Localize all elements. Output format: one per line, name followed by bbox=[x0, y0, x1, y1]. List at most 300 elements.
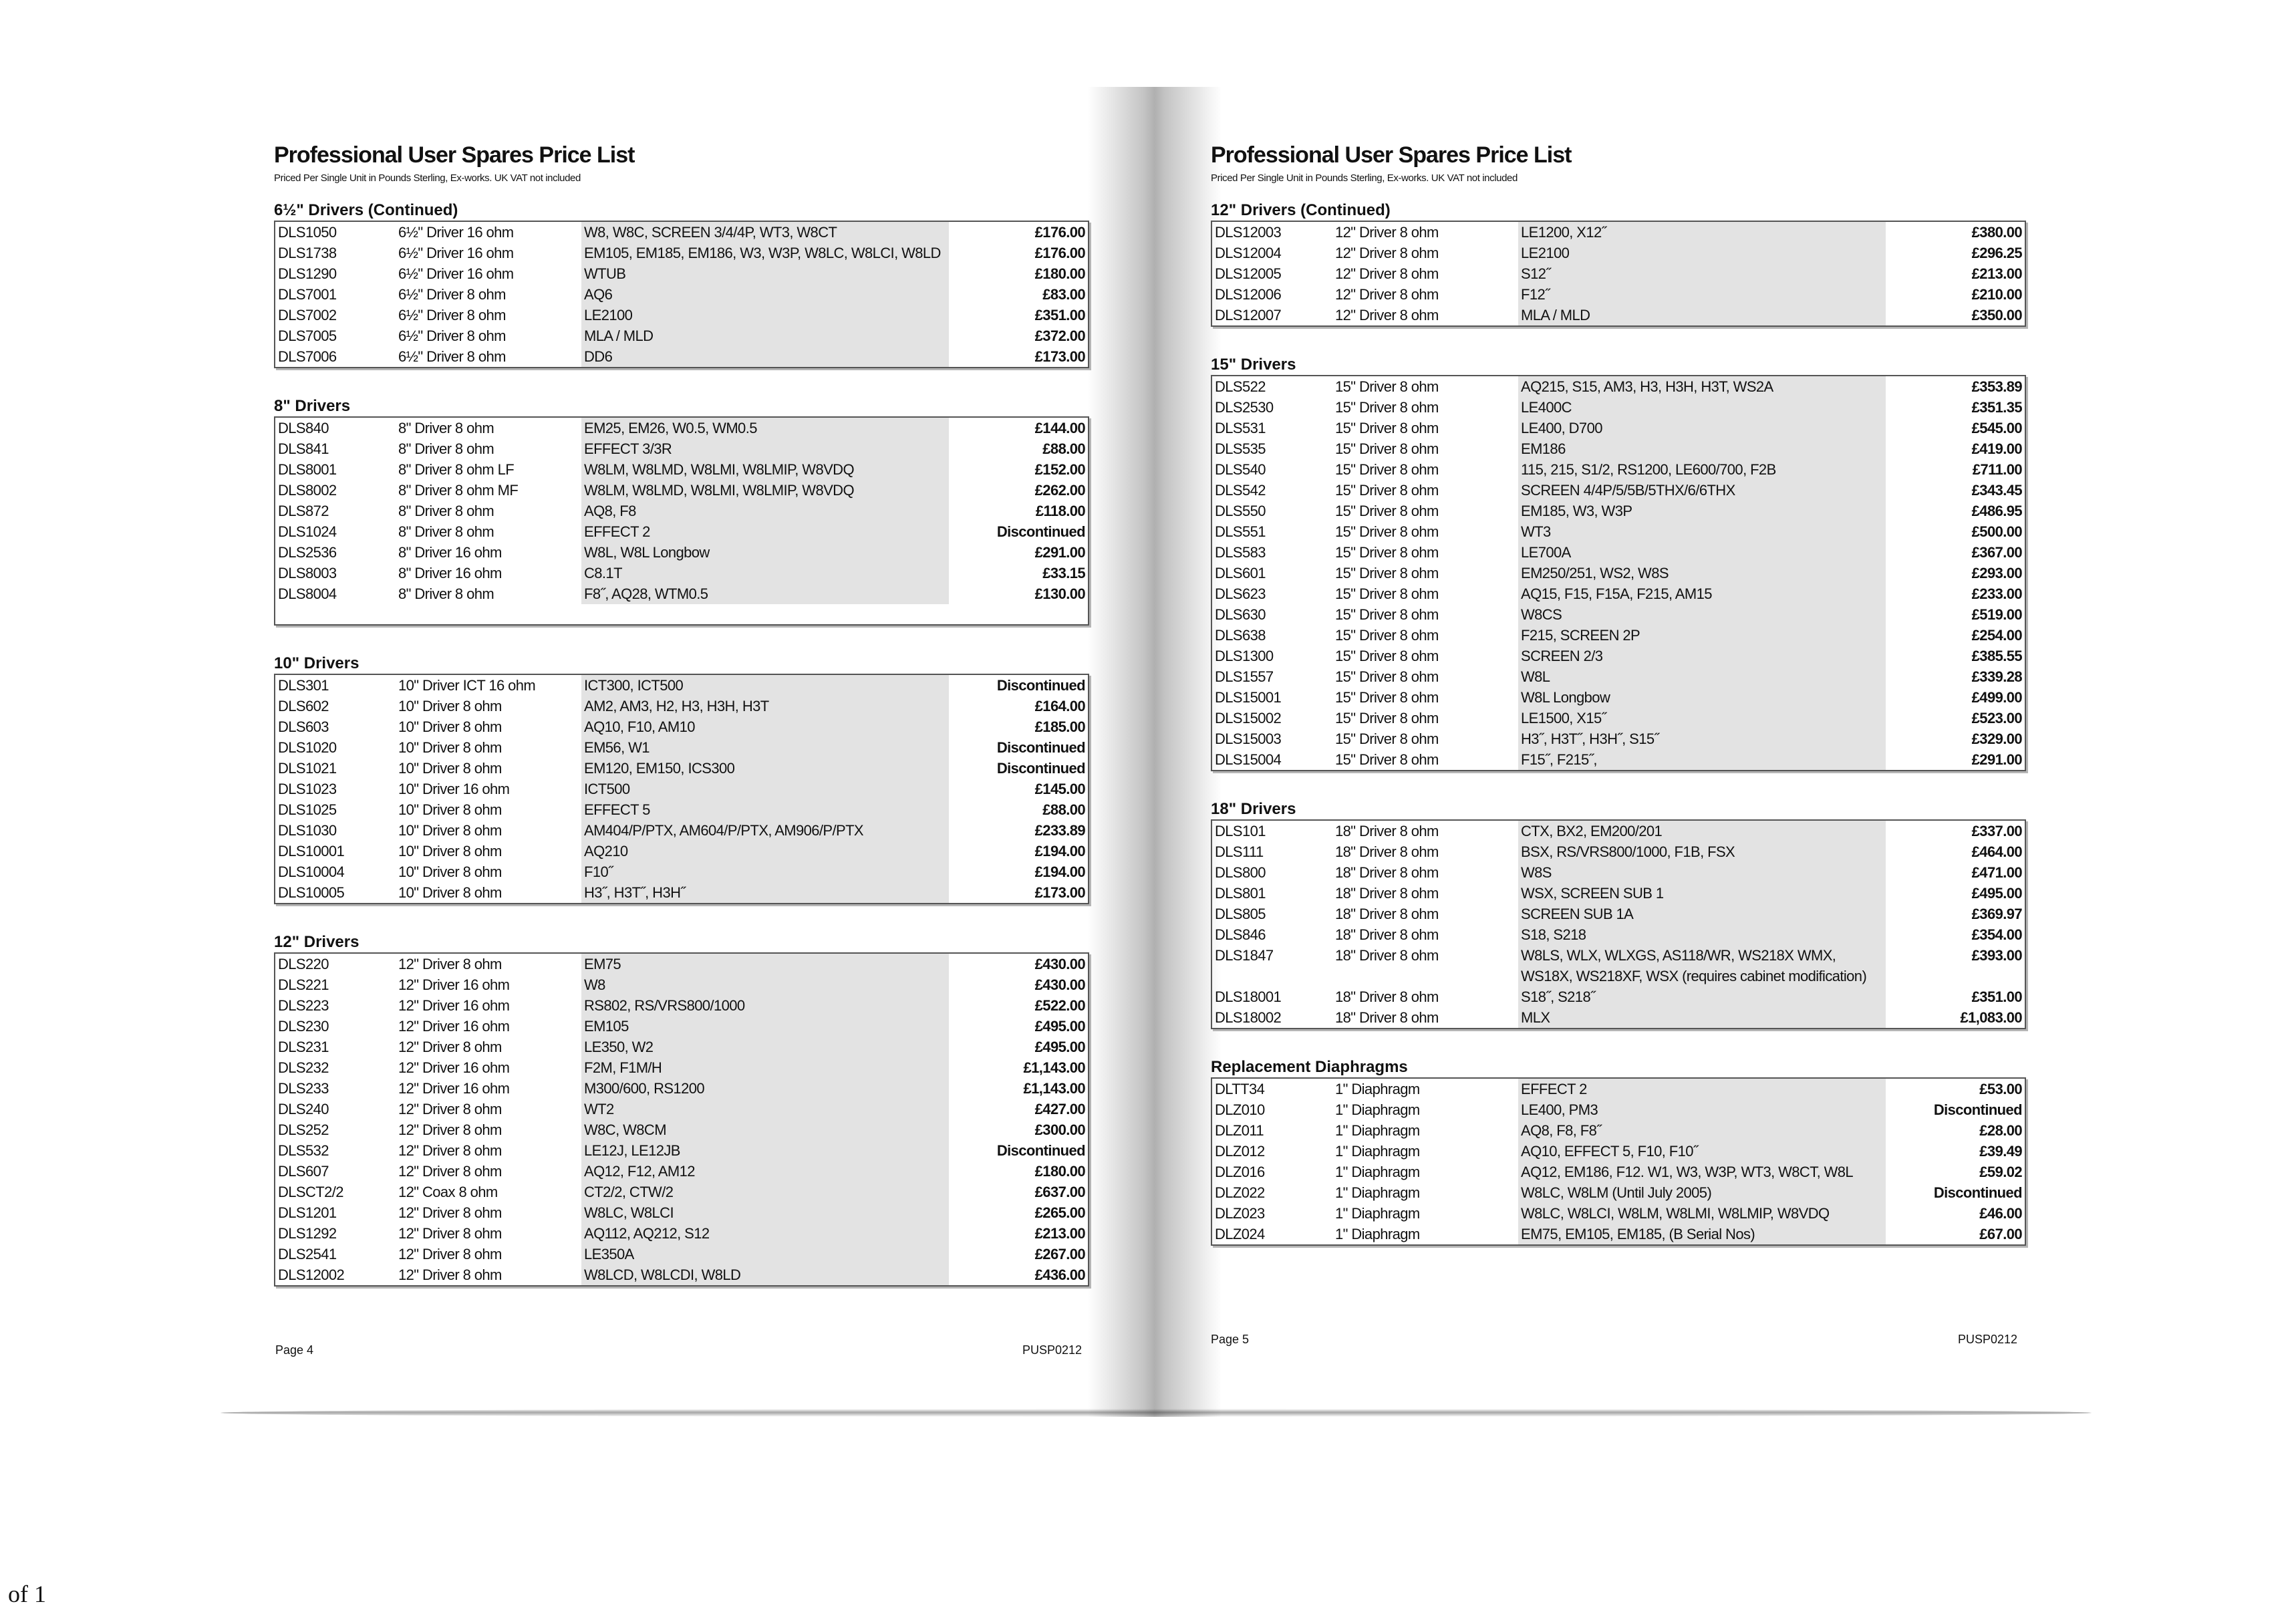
compatible-models: EM56, W1 bbox=[581, 737, 949, 758]
compatible-models: LE12J, LE12JB bbox=[581, 1140, 949, 1161]
table-row bbox=[275, 243, 1089, 263]
table-row bbox=[275, 1119, 1089, 1140]
compatible-models: AQ12, F12, AM12 bbox=[581, 1161, 949, 1182]
price: £637.00 bbox=[1034, 1184, 1085, 1200]
price-table bbox=[274, 674, 1089, 904]
part-code: DLS8003 bbox=[278, 565, 337, 581]
driver-description: 1" Diaphragm bbox=[1335, 1205, 1420, 1222]
price: £500.00 bbox=[1971, 523, 2022, 540]
table-row bbox=[1211, 480, 2025, 501]
driver-description: 6½" Driver 16 ohm bbox=[398, 265, 514, 282]
price: £28.00 bbox=[1979, 1122, 2022, 1139]
compatible-models: ICT300, ICT500 bbox=[581, 674, 949, 696]
price: Discontinued bbox=[996, 760, 1085, 777]
driver-description: 8" Driver 8 ohm bbox=[398, 585, 494, 602]
part-code: DLS111 bbox=[1215, 843, 1264, 860]
part-code: DLS841 bbox=[278, 440, 329, 457]
table-row bbox=[1211, 521, 2025, 542]
part-code: DLZ010 bbox=[1215, 1101, 1265, 1118]
compatible-models: H3˝, H3T˝, H3H˝, S15˝ bbox=[1518, 728, 1886, 749]
compatible-models: CT2/2, CTW/2 bbox=[581, 1182, 949, 1202]
page-subtitle: Priced Per Single Unit in Pounds Sterling, Ex-works. UK VAT not included bbox=[274, 172, 581, 184]
part-code: DLS1292 bbox=[278, 1225, 337, 1242]
table-row bbox=[1211, 1099, 2025, 1120]
part-code: DLS532 bbox=[278, 1142, 329, 1159]
part-code: DLS230 bbox=[278, 1018, 329, 1035]
table-row bbox=[1211, 438, 2025, 459]
driver-description: 1" Diaphragm bbox=[1335, 1081, 1420, 1097]
table-row bbox=[275, 521, 1089, 542]
driver-description: 15" Driver 8 ohm bbox=[1335, 606, 1439, 623]
compatible-models: AM2, AM3, H2, H3, H3H, H3T bbox=[581, 696, 949, 716]
price: £291.00 bbox=[1034, 544, 1085, 561]
table-row bbox=[275, 953, 1089, 974]
compatible-models: W8LS, WLX, WLXGS, AS118/WR, WS218X WMX, WS18X, WS218XF, WSX (requires cabinet modification) bbox=[1518, 945, 1886, 986]
driver-description: 12" Driver 8 ohm bbox=[1335, 245, 1439, 261]
price: Discontinued bbox=[996, 739, 1085, 756]
driver-description: 15" Driver 8 ohm bbox=[1335, 440, 1439, 457]
driver-description: 10" Driver 8 ohm bbox=[398, 698, 502, 714]
compatible-models: W8L bbox=[1518, 666, 1886, 687]
part-code: DLS221 bbox=[278, 976, 329, 993]
compatible-models: W8C, W8CM bbox=[581, 1119, 949, 1140]
table-row bbox=[275, 882, 1089, 904]
price: £254.00 bbox=[1971, 627, 2022, 644]
compatible-models: S18˝, S218˝ bbox=[1518, 986, 1886, 1007]
price: £523.00 bbox=[1971, 710, 2022, 726]
part-code: DLS2530 bbox=[1215, 399, 1274, 416]
table-row bbox=[275, 284, 1089, 305]
driver-description: 12" Driver 8 ohm bbox=[398, 1039, 502, 1055]
part-code: DLS10005 bbox=[278, 884, 345, 901]
price: £88.00 bbox=[1042, 440, 1085, 457]
price-section bbox=[1211, 200, 2026, 327]
driver-description: 18" Driver 8 ohm bbox=[1335, 864, 1439, 881]
part-code: DLS602 bbox=[278, 698, 329, 714]
part-code: DLS872 bbox=[278, 503, 329, 519]
compatible-models: SCREEN 2/3 bbox=[1518, 646, 1886, 666]
price: £519.00 bbox=[1971, 606, 2022, 623]
price: £293.00 bbox=[1971, 565, 2022, 581]
driver-description: 15" Driver 8 ohm bbox=[1335, 585, 1439, 602]
compatible-models: AQ112, AQ212, S12 bbox=[581, 1223, 949, 1244]
part-code: DLS535 bbox=[1215, 440, 1266, 457]
part-code: DLZ016 bbox=[1215, 1164, 1265, 1180]
compatible-models: AQ10, EFFECT 5, F10, F10˝ bbox=[1518, 1141, 1886, 1162]
part-code: DLS623 bbox=[1215, 585, 1266, 602]
driver-description: 10" Driver 8 ohm bbox=[398, 843, 502, 859]
price: £233.89 bbox=[1034, 822, 1085, 839]
driver-description: 18" Driver 8 ohm bbox=[1335, 823, 1439, 839]
section-title: 15" Drivers bbox=[1211, 356, 1296, 374]
driver-description: 8" Driver 8 ohm bbox=[398, 523, 494, 540]
part-code: DLS7001 bbox=[278, 286, 337, 303]
section-title: 10" Drivers bbox=[274, 654, 360, 672]
part-code: DLS1050 bbox=[278, 224, 337, 241]
price: £194.00 bbox=[1034, 843, 1085, 859]
table-row bbox=[275, 799, 1089, 820]
driver-description: 12" Driver 8 ohm bbox=[1335, 224, 1439, 241]
part-code: DLS231 bbox=[278, 1039, 329, 1055]
part-code: DLS1024 bbox=[278, 523, 337, 540]
driver-description: 10" Driver 16 ohm bbox=[398, 781, 510, 797]
part-code: DLS12004 bbox=[1215, 245, 1282, 261]
compatible-models: SCREEN SUB 1A bbox=[1518, 904, 1886, 924]
part-code: DLS801 bbox=[1215, 885, 1266, 902]
driver-description: 10" Driver 8 ohm bbox=[398, 739, 502, 756]
part-code: DLS550 bbox=[1215, 503, 1266, 519]
price: Discontinued bbox=[1933, 1101, 2022, 1118]
driver-description: 10" Driver 8 ohm bbox=[398, 801, 502, 818]
driver-description: 18" Driver 8 ohm bbox=[1335, 1009, 1439, 1026]
price: £351.00 bbox=[1034, 307, 1085, 323]
part-code: DLS12006 bbox=[1215, 286, 1282, 303]
price: £233.00 bbox=[1971, 585, 2022, 602]
table-row bbox=[275, 417, 1089, 438]
compatible-models: AQ210 bbox=[581, 841, 949, 861]
part-code: DLS542 bbox=[1215, 482, 1266, 499]
part-code: DLS15003 bbox=[1215, 730, 1282, 747]
price: £33.15 bbox=[1042, 565, 1085, 581]
compatible-models: LE2100 bbox=[1518, 243, 1886, 263]
page-title: Professional User Spares Price List bbox=[274, 142, 635, 168]
price: £337.00 bbox=[1971, 823, 2022, 839]
part-code: DLS531 bbox=[1215, 420, 1266, 436]
compatible-models: C8.1T bbox=[581, 563, 949, 583]
driver-description: 6½" Driver 8 ohm bbox=[398, 327, 506, 344]
driver-description: 8" Driver 16 ohm bbox=[398, 565, 502, 581]
table-row bbox=[275, 1264, 1089, 1286]
compatible-models: EFFECT 5 bbox=[581, 799, 949, 820]
compatible-models: EFFECT 3/3R bbox=[581, 438, 949, 459]
part-code: DLS232 bbox=[278, 1059, 329, 1076]
page-bottom-shadow bbox=[221, 1409, 2092, 1417]
part-code: DLS638 bbox=[1215, 627, 1266, 644]
driver-description: 6½" Driver 16 ohm bbox=[398, 224, 514, 241]
table-row bbox=[1211, 708, 2025, 728]
table-row bbox=[1211, 1007, 2025, 1029]
part-code: DLS522 bbox=[1215, 378, 1266, 395]
driver-description: 12" Driver 8 ohm bbox=[398, 1246, 502, 1262]
empty-row bbox=[275, 604, 1089, 625]
part-code: DLZ012 bbox=[1215, 1143, 1265, 1160]
driver-description: 18" Driver 8 ohm bbox=[1335, 885, 1439, 902]
compatible-models: SCREEN 4/4P/5/5B/5THX/6/6THX bbox=[1518, 480, 1886, 501]
part-code: DLS805 bbox=[1215, 906, 1266, 922]
viewer-page-indicator: of 1 bbox=[8, 1581, 46, 1607]
driver-description: 15" Driver 8 ohm bbox=[1335, 668, 1439, 685]
driver-description: 6½" Driver 8 ohm bbox=[398, 348, 506, 365]
price: £262.00 bbox=[1034, 482, 1085, 499]
table-row bbox=[275, 737, 1089, 758]
price: Discontinued bbox=[996, 677, 1085, 694]
table-row bbox=[1211, 501, 2025, 521]
part-code: DLZ022 bbox=[1215, 1184, 1265, 1201]
price: £499.00 bbox=[1971, 689, 2022, 706]
section-title: 12" Drivers (Continued) bbox=[1211, 201, 1391, 219]
table-row bbox=[1211, 883, 2025, 904]
compatible-models: WT3 bbox=[1518, 521, 1886, 542]
part-code: DLS551 bbox=[1215, 523, 1266, 540]
sections-container bbox=[1211, 200, 2026, 1246]
driver-description: 6½" Driver 16 ohm bbox=[398, 245, 514, 261]
table-row bbox=[1211, 666, 2025, 687]
price: £180.00 bbox=[1034, 1163, 1085, 1180]
price-table bbox=[274, 416, 1089, 626]
price: £67.00 bbox=[1979, 1226, 2022, 1242]
table-row bbox=[1211, 221, 2025, 243]
compatible-models: F215, SCREEN 2P bbox=[1518, 625, 1886, 646]
driver-description: 1" Diaphragm bbox=[1335, 1184, 1420, 1201]
driver-description: 1" Diaphragm bbox=[1335, 1226, 1420, 1242]
driver-description: 18" Driver 8 ohm bbox=[1335, 906, 1439, 922]
price: £464.00 bbox=[1971, 843, 2022, 860]
driver-description: 6½" Driver 8 ohm bbox=[398, 307, 506, 323]
price: £419.00 bbox=[1971, 440, 2022, 457]
table-row bbox=[275, 480, 1089, 501]
table-row bbox=[275, 1037, 1089, 1057]
compatible-models: S12˝ bbox=[1518, 263, 1886, 284]
table-row bbox=[275, 1223, 1089, 1244]
part-code: DLS8004 bbox=[278, 585, 337, 602]
table-row bbox=[1211, 243, 2025, 263]
driver-description: 18" Driver 8 ohm bbox=[1335, 926, 1439, 943]
price: £495.00 bbox=[1034, 1039, 1085, 1055]
table-row bbox=[275, 501, 1089, 521]
price: £296.25 bbox=[1971, 245, 2022, 261]
price: £350.00 bbox=[1971, 307, 2022, 323]
part-code: DLS18002 bbox=[1215, 1009, 1282, 1026]
price: £380.00 bbox=[1971, 224, 2022, 241]
part-code: DLS603 bbox=[278, 718, 329, 735]
compatible-models: LE2100 bbox=[581, 305, 949, 325]
right-page bbox=[1211, 142, 2026, 1274]
driver-description: 12" Driver 8 ohm bbox=[1335, 307, 1439, 323]
driver-description: 12" Driver 16 ohm bbox=[398, 1080, 510, 1097]
section-title: 6½" Drivers (Continued) bbox=[274, 201, 458, 219]
price: Discontinued bbox=[1933, 1184, 2022, 1201]
driver-description: 15" Driver 8 ohm bbox=[1335, 730, 1439, 747]
table-row bbox=[275, 779, 1089, 799]
part-code: DLS10001 bbox=[278, 843, 345, 859]
table-row bbox=[1211, 397, 2025, 418]
driver-description: 1" Diaphragm bbox=[1335, 1143, 1420, 1160]
driver-description: 10" Driver ICT 16 ohm bbox=[398, 677, 536, 694]
part-code: DLS1025 bbox=[278, 801, 337, 818]
table-row bbox=[275, 305, 1089, 325]
price-section bbox=[274, 932, 1089, 1287]
compatible-models: W8LM, W8LMD, W8LMI, W8LMIP, W8VDQ bbox=[581, 480, 949, 501]
compatible-models: MLA / MLD bbox=[581, 325, 949, 346]
part-code: DLS12003 bbox=[1215, 224, 1282, 241]
price: £46.00 bbox=[1979, 1205, 2022, 1222]
price: £185.00 bbox=[1034, 718, 1085, 735]
compatible-models: LE700A bbox=[1518, 542, 1886, 563]
driver-description: 15" Driver 8 ohm bbox=[1335, 420, 1439, 436]
left-page bbox=[274, 142, 1089, 1315]
driver-description: 15" Driver 8 ohm bbox=[1335, 689, 1439, 706]
price-section bbox=[274, 200, 1089, 368]
price-section bbox=[1211, 1057, 2026, 1246]
part-code: DLTT34 bbox=[1215, 1081, 1265, 1097]
table-row bbox=[1211, 376, 2025, 397]
compatible-models: LE1500, X15˝ bbox=[1518, 708, 1886, 728]
driver-description: 8" Driver 8 ohm bbox=[398, 440, 494, 457]
price: £367.00 bbox=[1971, 544, 2022, 561]
compatible-models: H3˝, H3T˝, H3H˝ bbox=[581, 882, 949, 904]
price: £353.89 bbox=[1971, 378, 2022, 395]
table-row bbox=[1211, 820, 2025, 841]
compatible-models: EM185, W3, W3P bbox=[1518, 501, 1886, 521]
driver-description: 1" Diaphragm bbox=[1335, 1164, 1420, 1180]
compatible-models: W8LC, W8LCI, W8LM, W8LMI, W8LMIP, W8VDQ bbox=[1518, 1203, 1886, 1224]
table-row bbox=[275, 974, 1089, 995]
driver-description: 10" Driver 8 ohm bbox=[398, 884, 502, 901]
compatible-models: M300/600, RS1200 bbox=[581, 1078, 949, 1099]
table-row bbox=[275, 1244, 1089, 1264]
compatible-models: EM25, EM26, W0.5, WM0.5 bbox=[581, 417, 949, 438]
part-code: DLS18001 bbox=[1215, 988, 1282, 1005]
part-code: DLS840 bbox=[278, 420, 329, 436]
part-code: DLS220 bbox=[278, 956, 329, 972]
price: £1,083.00 bbox=[1960, 1009, 2022, 1026]
price: £436.00 bbox=[1034, 1266, 1085, 1283]
table-row bbox=[275, 542, 1089, 563]
document-reference: PUSP0212 bbox=[1022, 1343, 1083, 1357]
driver-description: 8" Driver 8 ohm bbox=[398, 420, 494, 436]
price-table bbox=[274, 221, 1089, 368]
compatible-models: EM250/251, WS2, W8S bbox=[1518, 563, 1886, 583]
price: £144.00 bbox=[1034, 420, 1085, 436]
table-row bbox=[1211, 263, 2025, 284]
part-code: DLS1201 bbox=[278, 1204, 337, 1221]
table-row bbox=[275, 1161, 1089, 1182]
part-code: DLSCT2/2 bbox=[278, 1184, 343, 1200]
part-code: DLS101 bbox=[1215, 823, 1266, 839]
table-row bbox=[1211, 749, 2025, 771]
compatible-models: AM404/P/PTX, AM604/P/PTX, AM906/P/PTX bbox=[581, 820, 949, 841]
part-code: DLS1023 bbox=[278, 781, 337, 797]
part-code: DLZ024 bbox=[1215, 1226, 1265, 1242]
price: £291.00 bbox=[1971, 751, 2022, 768]
price: £393.00 bbox=[1971, 947, 2022, 964]
price: £427.00 bbox=[1034, 1101, 1085, 1117]
table-row bbox=[275, 674, 1089, 696]
table-row bbox=[1211, 904, 2025, 924]
driver-description: 6½" Driver 8 ohm bbox=[398, 286, 506, 303]
section-title: 18" Drivers bbox=[1211, 800, 1296, 818]
table-row bbox=[1211, 945, 2025, 986]
driver-description: 10" Driver 8 ohm bbox=[398, 863, 502, 880]
price: £173.00 bbox=[1034, 348, 1085, 365]
table-row bbox=[275, 263, 1089, 284]
compatible-models: 115, 215, S1/2, RS1200, LE600/700, F2B bbox=[1518, 459, 1886, 480]
driver-description: 12" Driver 16 ohm bbox=[398, 1059, 510, 1076]
driver-description: 12" Driver 8 ohm bbox=[398, 1101, 502, 1117]
table-row bbox=[275, 1140, 1089, 1161]
compatible-models: CTX, BX2, EM200/201 bbox=[1518, 820, 1886, 841]
price: £118.00 bbox=[1035, 503, 1085, 519]
table-row bbox=[1211, 986, 2025, 1007]
price: £83.00 bbox=[1042, 286, 1085, 303]
part-code: DLS15001 bbox=[1215, 689, 1282, 706]
table-row bbox=[275, 325, 1089, 346]
part-code: DLS12007 bbox=[1215, 307, 1282, 323]
price: £354.00 bbox=[1971, 926, 2022, 943]
driver-description: 8" Driver 8 ohm LF bbox=[398, 461, 515, 478]
price-section bbox=[1211, 799, 2026, 1029]
price: £545.00 bbox=[1971, 420, 2022, 436]
compatible-models: LE350A bbox=[581, 1244, 949, 1264]
part-code: DLS223 bbox=[278, 997, 329, 1014]
compatible-models: EM120, EM150, ICS300 bbox=[581, 758, 949, 779]
price: £495.00 bbox=[1034, 1018, 1085, 1035]
compatible-models: W8L Longbow bbox=[1518, 687, 1886, 708]
price: £486.95 bbox=[1971, 503, 2022, 519]
price-table bbox=[1211, 375, 2026, 771]
price: £265.00 bbox=[1034, 1204, 1085, 1221]
table-row bbox=[1211, 284, 2025, 305]
compatible-models: AQ215, S15, AM3, H3, H3H, H3T, WS2A bbox=[1518, 376, 1886, 397]
compatible-models: F8˝, AQ28, WTM0.5 bbox=[581, 583, 949, 604]
part-code: DLS601 bbox=[1215, 565, 1266, 581]
driver-description: 15" Driver 8 ohm bbox=[1335, 710, 1439, 726]
part-code: DLS233 bbox=[278, 1080, 329, 1097]
section-title: Replacement Diaphragms bbox=[1211, 1058, 1408, 1076]
table-row bbox=[275, 1099, 1089, 1119]
driver-description: 12" Coax 8 ohm bbox=[398, 1184, 498, 1200]
table-row bbox=[275, 696, 1089, 716]
driver-description: 15" Driver 8 ohm bbox=[1335, 503, 1439, 519]
driver-description: 12" Driver 8 ohm bbox=[398, 1163, 502, 1180]
part-code: DLS540 bbox=[1215, 461, 1266, 478]
price: £1,143.00 bbox=[1023, 1059, 1085, 1076]
driver-description: 15" Driver 8 ohm bbox=[1335, 461, 1439, 478]
compatible-models: W8S bbox=[1518, 862, 1886, 883]
part-code: DLS252 bbox=[278, 1121, 329, 1138]
driver-description: 18" Driver 8 ohm bbox=[1335, 843, 1439, 860]
price: £300.00 bbox=[1034, 1121, 1085, 1138]
price: £1,143.00 bbox=[1023, 1080, 1085, 1097]
table-row bbox=[1211, 625, 2025, 646]
driver-description: 15" Driver 8 ohm bbox=[1335, 544, 1439, 561]
table-row bbox=[1211, 604, 2025, 625]
driver-description: 15" Driver 8 ohm bbox=[1335, 482, 1439, 499]
compatible-models: RS802, RS/VRS800/1000 bbox=[581, 995, 949, 1016]
compatible-models: ICT500 bbox=[581, 779, 949, 799]
table-row bbox=[275, 1016, 1089, 1037]
compatible-models: EFFECT 2 bbox=[1518, 1078, 1886, 1099]
compatible-models: AQ12, EM186, F12. W1, W3, W3P, WT3, W8CT, W8L bbox=[1518, 1162, 1886, 1182]
price: Discontinued bbox=[996, 523, 1085, 540]
table-row bbox=[275, 346, 1089, 368]
price: £152.00 bbox=[1034, 461, 1085, 478]
table-row bbox=[275, 459, 1089, 480]
compatible-models: AQ10, F10, AM10 bbox=[581, 716, 949, 737]
part-code: DLS583 bbox=[1215, 544, 1266, 561]
driver-description: 15" Driver 8 ohm bbox=[1335, 523, 1439, 540]
compatible-models: EM105 bbox=[581, 1016, 949, 1037]
compatible-models: EM105, EM185, EM186, W3, W3P, W8LC, W8LCI, W8LD bbox=[581, 243, 949, 263]
driver-description: 10" Driver 8 ohm bbox=[398, 822, 502, 839]
book-gutter-shadow bbox=[1088, 87, 1222, 1417]
price: £522.00 bbox=[1034, 997, 1085, 1014]
compatible-models: W8, W8C, SCREEN 3/4/4P, WT3, W8CT bbox=[581, 221, 949, 243]
driver-description: 12" Driver 16 ohm bbox=[398, 976, 510, 993]
table-row bbox=[275, 438, 1089, 459]
compatible-models: LE400C bbox=[1518, 397, 1886, 418]
price: £210.00 bbox=[1971, 286, 2022, 303]
